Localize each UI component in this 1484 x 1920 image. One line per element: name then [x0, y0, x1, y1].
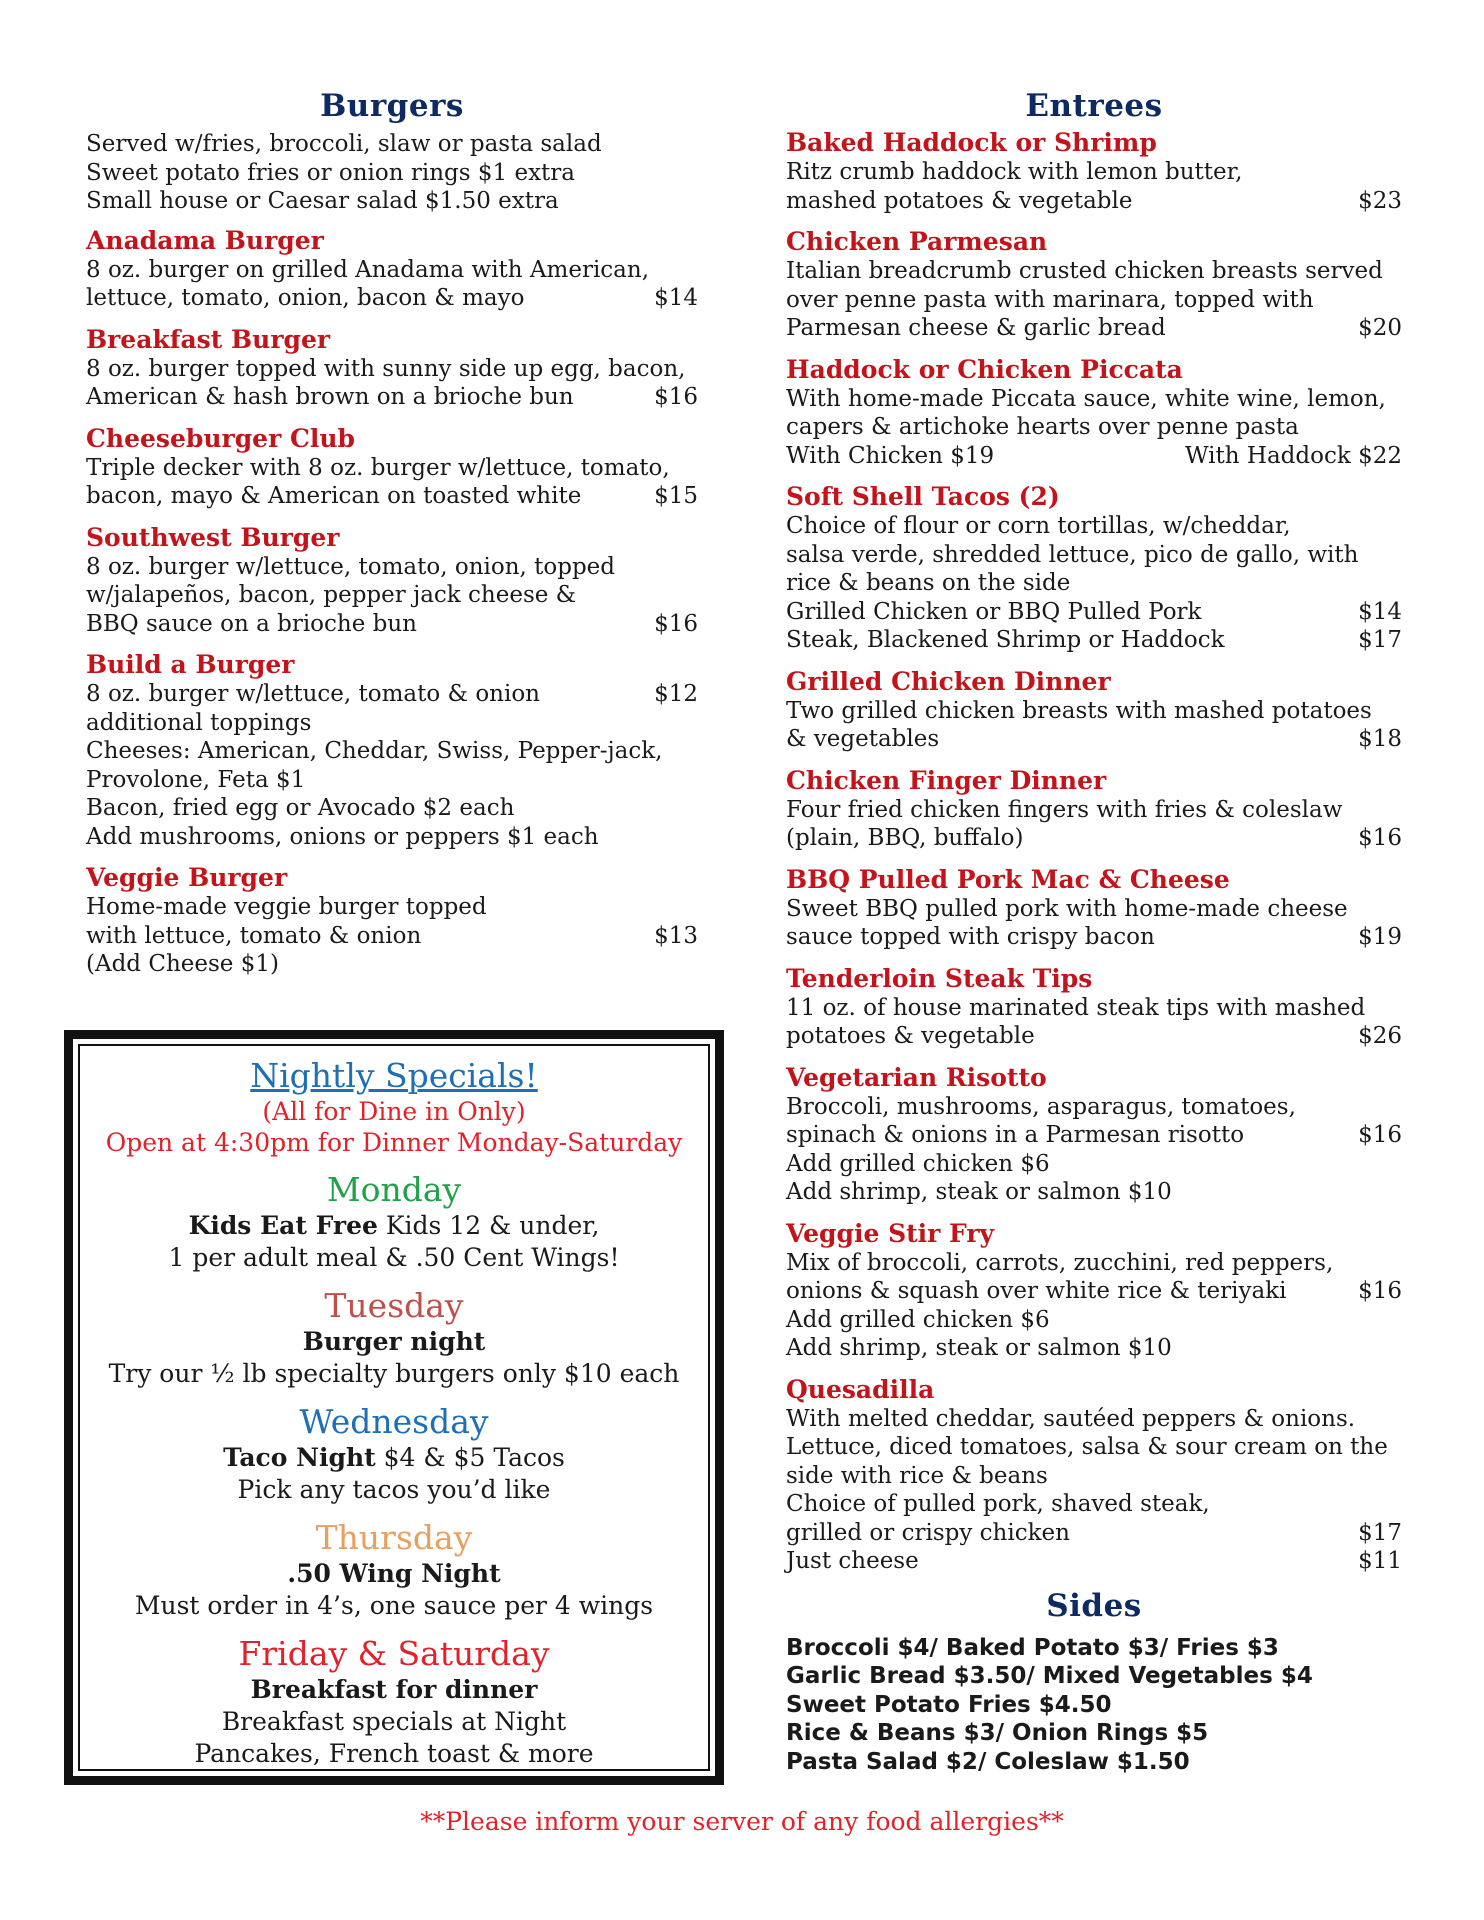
menu-item-price — [690, 454, 698, 483]
menu-item-price: $17 — [1358, 627, 1402, 653]
menu-item-description: American & hash brown on a brioche bun — [86, 384, 574, 410]
menu-item-description: Add grilled chicken $6 — [786, 1150, 1050, 1177]
special-friday-line2: Breakfast specials at Night — [221, 1707, 567, 1736]
menu-item-price — [1394, 541, 1402, 570]
menu-item-price — [1394, 385, 1402, 414]
menu-item-line — [786, 923, 1402, 952]
menu-item-price: $19 — [1358, 924, 1402, 950]
menu-item-description: With melted cheddar, sautéed peppers & onions. — [786, 1405, 1356, 1432]
menu-item-line — [786, 895, 1402, 924]
menu-item — [786, 766, 1402, 853]
special-friday-line3: Pancakes, French toast & more — [194, 1739, 594, 1768]
menu-item-line — [86, 950, 698, 979]
menu-item-price — [1394, 1150, 1402, 1179]
menu-item-line — [86, 553, 698, 582]
menu-item-description: Ritz crumb haddock with lemon butter, — [786, 159, 1243, 185]
menu-item-description: Add shrimp, steak or salmon $10 — [786, 1335, 1172, 1361]
menu-item-line — [86, 709, 698, 738]
menu-item-price — [1394, 1405, 1402, 1434]
special-monday-text: Kids 12 & under, — [377, 1211, 600, 1240]
menu-item-price: $16 — [1358, 825, 1402, 851]
menu-item-description: Provolone, Feta $1 — [86, 766, 306, 793]
special-day-wednesday: Wednesday — [299, 1402, 489, 1441]
menu-item-price: $12 — [654, 681, 698, 707]
special-monday-bold: Kids Eat Free — [188, 1211, 378, 1240]
sides-line: Pasta Salad $2/ Coleslaw $1.50 — [786, 1748, 1190, 1775]
menu-item-line — [786, 1519, 1402, 1548]
menu-item-description: additional toppings — [86, 709, 312, 736]
menu-item-description: bacon, mayo & American on toasted white — [86, 483, 582, 509]
menu-item-name: BBQ Pulled Pork Mac & Cheese — [786, 864, 1230, 894]
menu-item-description: Add shrimp, steak or salmon $10 — [786, 1179, 1172, 1205]
menu-item — [786, 865, 1402, 952]
menu-item — [86, 523, 698, 639]
menu-item-description: 8 oz. burger on grilled Anadama with American, — [86, 256, 650, 283]
menu-item-line — [86, 383, 698, 412]
menu-item-description: spinach & onions in a Parmesan risotto — [786, 1122, 1245, 1148]
menu-item-description: Cheeses: American, Cheddar, Swiss, Pepper-jack, — [86, 738, 663, 764]
menu-item-name: Southwest Burger — [86, 522, 340, 552]
menu-item-price — [1394, 1462, 1402, 1491]
menu-item-price — [1394, 895, 1402, 924]
menu-item-line — [786, 796, 1402, 825]
menu-item — [86, 424, 698, 511]
entree-items — [786, 128, 1402, 1576]
menu-item-line — [786, 541, 1402, 570]
special-wednesday-text: $4 & $5 Tacos — [375, 1443, 565, 1472]
sides-line: Rice & Beans $3/ Onion Rings $5 — [786, 1720, 1209, 1746]
menu-item-description: Add grilled chicken $6 — [786, 1306, 1050, 1333]
menu-item-price — [1394, 286, 1402, 315]
burgers-column — [86, 88, 698, 991]
menu-item-line — [86, 823, 698, 852]
menu-item-line — [86, 893, 698, 922]
menu-item-line — [786, 1334, 1402, 1363]
menu-item-price — [690, 355, 698, 384]
menu-item-line — [786, 1433, 1402, 1462]
menu-item-price: $14 — [654, 285, 698, 311]
menu-item-line — [786, 187, 1402, 216]
menu-item-description: Lettuce, diced tomatoes, salsa & sour cream on the — [786, 1434, 1388, 1460]
menu-item-name: Chicken Parmesan — [786, 227, 1048, 256]
menu-item-description: Broccoli, mushrooms, asparagus, tomatoes, — [786, 1093, 1296, 1120]
menu-item-name: Grilled Chicken Dinner — [786, 666, 1111, 696]
menu-item — [86, 325, 698, 412]
menu-item-line — [86, 737, 698, 766]
menu-item-price — [690, 709, 698, 738]
burgers-intro-line: Served w/fries, broccoli, slaw or pasta salad — [86, 131, 602, 157]
menu-item-price — [690, 950, 698, 979]
menu-item-description: With home-made Piccata sauce, white wine, lemon, — [786, 385, 1386, 412]
menu-item-name: Tenderloin Steak Tips — [786, 963, 1093, 993]
menu-item-line — [786, 1178, 1402, 1207]
special-day-thursday: Thursday — [315, 1518, 473, 1557]
menu-item-name: Quesadilla — [786, 1374, 935, 1404]
menu-item-description: 11 oz. of house marinated steak tips with mashed — [786, 994, 1366, 1021]
menu-item-price — [690, 737, 698, 766]
menu-item-price: $11 — [1358, 1548, 1402, 1574]
menu-item — [786, 667, 1402, 754]
menu-item-line — [786, 1121, 1402, 1150]
menu-item-description: Add mushrooms, onions or peppers $1 each — [86, 823, 599, 850]
menu-item-description: Mix of broccoli, carrots, zucchini, red peppers, — [786, 1249, 1334, 1276]
menu-item-price — [1394, 257, 1402, 286]
menu-item-description: side with rice & beans — [786, 1462, 1048, 1489]
menu-item — [86, 650, 698, 851]
special-thursday-line2: Must order in 4’s, one sauce per 4 wings — [134, 1591, 654, 1620]
menu-item-description: 8 oz. burger topped with sunny side up egg, bacon, — [86, 355, 686, 382]
menu-item-line — [786, 385, 1402, 414]
menu-item-line — [86, 794, 698, 823]
menu-item — [786, 482, 1402, 655]
menu-item-description: Two grilled chicken breasts with mashed potatoes — [786, 697, 1372, 724]
menu-item-line — [786, 725, 1402, 754]
menu-item-price — [1394, 1433, 1402, 1462]
menu-item-line — [786, 158, 1402, 187]
menu-item-name: Vegetarian Risotto — [786, 1062, 1047, 1092]
menu-item-name: Build a Burger — [86, 650, 295, 679]
special-thursday-bold: .50 Wing Night — [287, 1559, 501, 1588]
menu-item-line — [786, 1547, 1402, 1576]
sides-line: Sweet Potato Fries $4.50 — [786, 1691, 1112, 1718]
menu-item-price — [1394, 1178, 1402, 1207]
menu-item-line — [786, 413, 1402, 442]
menu-item-price: $16 — [654, 384, 698, 410]
menu-item-description: 8 oz. burger w/lettuce, tomato & onion — [86, 681, 540, 707]
menu-item-description: & vegetables — [786, 726, 940, 752]
menu-item-description: mashed potatoes & vegetable — [786, 187, 1133, 214]
menu-item-description: (plain, BBQ, buffalo) — [786, 825, 1024, 851]
menu-item-description: rice & beans on the side — [786, 570, 1071, 596]
specials-title: Nightly Specials! — [250, 1056, 538, 1095]
special-monday-line2: 1 per adult meal & .50 Cent Wings! — [168, 1243, 620, 1272]
menu-item-line — [786, 1249, 1402, 1278]
menu-item-price: $15 — [654, 483, 698, 509]
menu-item-description: Italian breadcrumb crusted chicken breasts served — [786, 258, 1383, 284]
menu-item-price: $26 — [1358, 1023, 1402, 1049]
burgers-intro — [86, 130, 698, 216]
sides-line: Broccoli $4/ Baked Potato $3/ Fries $3 — [786, 1634, 1279, 1661]
special-tuesday-line2: Try our ½ lb specialty burgers only $10 each — [108, 1359, 680, 1388]
menu-item-description: with lettuce, tomato & onion — [86, 922, 422, 949]
menu-item-description: With Chicken $19 — [786, 442, 995, 469]
menu-item-line — [86, 610, 698, 639]
menu-item-description: over penne pasta with marinara, topped with — [786, 286, 1314, 313]
menu-item-line — [786, 257, 1402, 286]
menu-item-line — [786, 442, 1402, 471]
menu-item-price: $14 — [1358, 598, 1402, 625]
menu-item-description: 8 oz. burger w/lettuce, tomato, onion, topped — [86, 553, 616, 580]
special-wednesday-line2: Pick any tacos you’d like — [237, 1475, 551, 1504]
menu-item-description: capers & artichoke hearts over penne pasta — [786, 414, 1299, 440]
menu-item — [86, 863, 698, 979]
menu-item-line — [86, 482, 698, 511]
menu-item-name: Anadama Burger — [86, 225, 324, 255]
menu-item — [786, 128, 1402, 215]
menu-item-description: Choice of pulled pork, shaved steak, — [786, 1491, 1210, 1517]
menu-item-name: Haddock or Chicken Piccata — [786, 354, 1183, 384]
menu-item-description: grilled or crispy chicken — [786, 1519, 1070, 1546]
burgers-intro-line: Small house or Caesar salad $1.50 extra — [86, 188, 559, 214]
menu-item-price — [690, 893, 698, 922]
menu-item-line — [786, 1093, 1402, 1122]
menu-item-description: Bacon, fried egg or Avocado $2 each — [86, 795, 515, 821]
menu-item — [786, 227, 1402, 343]
menu-item-line — [786, 286, 1402, 315]
sides-heading: Sides — [1046, 1587, 1142, 1624]
nightly-specials-inner — [78, 1044, 710, 1771]
menu-item-price — [690, 581, 698, 610]
burgers-heading: Burgers — [320, 88, 464, 124]
special-monday-line1 — [80, 1210, 708, 1242]
menu-item-line — [86, 766, 698, 795]
menu-item-price: $23 — [1358, 187, 1402, 214]
menu-item-description: Grilled Chicken or BBQ Pulled Pork — [786, 598, 1202, 625]
menu-item-description: sauce topped with crispy bacon — [786, 924, 1155, 950]
menu-item-line — [786, 1150, 1402, 1179]
menu-item-description: Parmesan cheese & garlic bread — [786, 315, 1166, 341]
menu-item-description: Home-made veggie burger topped — [86, 894, 487, 920]
menu-item-price — [1394, 569, 1402, 598]
menu-item-line — [786, 626, 1402, 655]
menu-item-price — [1394, 413, 1402, 442]
special-friday-bold: Breakfast for dinner — [250, 1675, 538, 1704]
menu-item-name: Veggie Stir Fry — [786, 1218, 995, 1248]
menu-item-description: lettuce, tomato, onion, bacon & mayo — [86, 285, 525, 311]
menu-item-price: With Haddock $22 — [1184, 442, 1402, 469]
menu-item-description: (Add Cheese $1) — [86, 951, 279, 977]
menu-item-price — [1394, 158, 1402, 187]
menu-item-description: Choice of flour or corn tortillas, w/cheddar, — [786, 513, 1291, 539]
menu-item-price: $17 — [1358, 1519, 1402, 1546]
entrees-heading: Entrees — [1025, 88, 1163, 124]
menu-item-price — [1394, 1490, 1402, 1519]
menu-item-name: Chicken Finger Dinner — [786, 765, 1107, 795]
menu-item-name: Cheeseburger Club — [86, 423, 356, 453]
menu-item-price: $18 — [1358, 726, 1402, 752]
menu-item-description: potatoes & vegetable — [786, 1023, 1035, 1049]
special-tuesday-bold: Burger night — [302, 1327, 486, 1356]
menu-item-description: BBQ sauce on a brioche bun — [86, 610, 417, 637]
burgers-intro-line: Sweet potato fries or onion rings $1 extra — [86, 159, 575, 186]
sides-line: Garlic Bread $3.50/ Mixed Vegetables $4 — [786, 1663, 1313, 1689]
special-day-monday: Monday — [326, 1170, 462, 1209]
menu-item-line — [786, 512, 1402, 541]
menu-item-description: Steak, Blackened Shrimp or Haddock — [786, 627, 1225, 653]
menu-item-price — [1394, 994, 1402, 1023]
menu-item-price — [1394, 1249, 1402, 1278]
menu-item-line — [786, 1277, 1402, 1306]
menu-item-price: $20 — [1358, 315, 1402, 341]
menu-item-name: Soft Shell Tacos (2) — [786, 482, 1060, 511]
menu-item-description: Four fried chicken fingers with fries & coleslaw — [786, 796, 1343, 823]
menu-item-name: Veggie Burger — [86, 863, 288, 892]
menu-item-price — [690, 553, 698, 582]
specials-subtitle-dine-in: (All for Dine in Only) — [262, 1097, 526, 1126]
menu-item-price — [1394, 512, 1402, 541]
menu-item-line — [86, 256, 698, 285]
special-wednesday-line1 — [80, 1442, 708, 1474]
menu-item — [86, 226, 698, 313]
menu-item-line — [786, 994, 1402, 1023]
menu-item-line — [86, 355, 698, 384]
menu-item-price — [1394, 1093, 1402, 1122]
menu-item-price — [690, 794, 698, 823]
special-wednesday-bold: Taco Night — [223, 1443, 376, 1472]
menu-item-line — [786, 1022, 1402, 1051]
burger-items — [86, 226, 698, 979]
menu-item — [786, 964, 1402, 1051]
nightly-specials-box — [64, 1030, 724, 1785]
menu-item-price — [690, 823, 698, 852]
menu-item-price: $16 — [1358, 1278, 1402, 1304]
menu-item-description: Triple decker with 8 oz. burger w/lettuce, tomato, — [86, 454, 670, 481]
menu-item-name: Breakfast Burger — [86, 324, 331, 354]
menu-item-price: $16 — [1358, 1122, 1402, 1148]
special-day-tuesday: Tuesday — [324, 1286, 464, 1325]
menu-item-line — [786, 697, 1402, 726]
special-day-friday-saturday: Friday & Saturday — [238, 1634, 550, 1673]
allergy-note: **Please inform your server of any food allergies** — [420, 1807, 1064, 1836]
sides-list — [786, 1634, 1402, 1777]
menu-item-line — [786, 314, 1402, 343]
menu-item — [786, 1063, 1402, 1207]
menu-item-line — [786, 598, 1402, 627]
menu-item-line — [86, 680, 698, 709]
menu-item-line — [786, 1405, 1402, 1434]
menu-item-line — [786, 824, 1402, 853]
menu-item — [786, 1375, 1402, 1576]
menu-item-price — [690, 766, 698, 795]
menu-item-line — [786, 1490, 1402, 1519]
menu-item — [786, 1219, 1402, 1363]
menu-item — [786, 355, 1402, 471]
menu-item-price — [690, 256, 698, 285]
menu-item-description: Just cheese — [786, 1548, 919, 1574]
menu-item-description: onions & squash over white rice & teriyaki — [786, 1278, 1287, 1304]
menu-item-price: $13 — [654, 922, 698, 949]
menu-item-price — [1394, 796, 1402, 825]
specials-subtitle-hours: Open at 4:30pm for Dinner Monday-Saturday — [105, 1128, 683, 1157]
entrees-column — [786, 88, 1402, 1776]
menu-item-description: Sweet BBQ pulled pork with home-made cheese — [786, 895, 1348, 922]
menu-item-line — [786, 1462, 1402, 1491]
menu-item-price — [1394, 697, 1402, 726]
menu-item-description: salsa verde, shredded lettuce, pico de gallo, with — [786, 541, 1359, 568]
menu-item-line — [786, 569, 1402, 598]
menu-item-price — [1394, 1306, 1402, 1335]
menu-item-line — [86, 454, 698, 483]
menu-item-line — [786, 1306, 1402, 1335]
menu-item-description: w/jalapeños, bacon, pepper jack cheese & — [86, 582, 577, 608]
menu-item-line — [86, 284, 698, 313]
menu-item-price — [1394, 1334, 1402, 1363]
menu-item-price: $16 — [654, 610, 698, 637]
menu-item-line — [86, 581, 698, 610]
menu-item-line — [86, 922, 698, 951]
menu-item-name: Baked Haddock or Shrimp — [786, 128, 1157, 157]
